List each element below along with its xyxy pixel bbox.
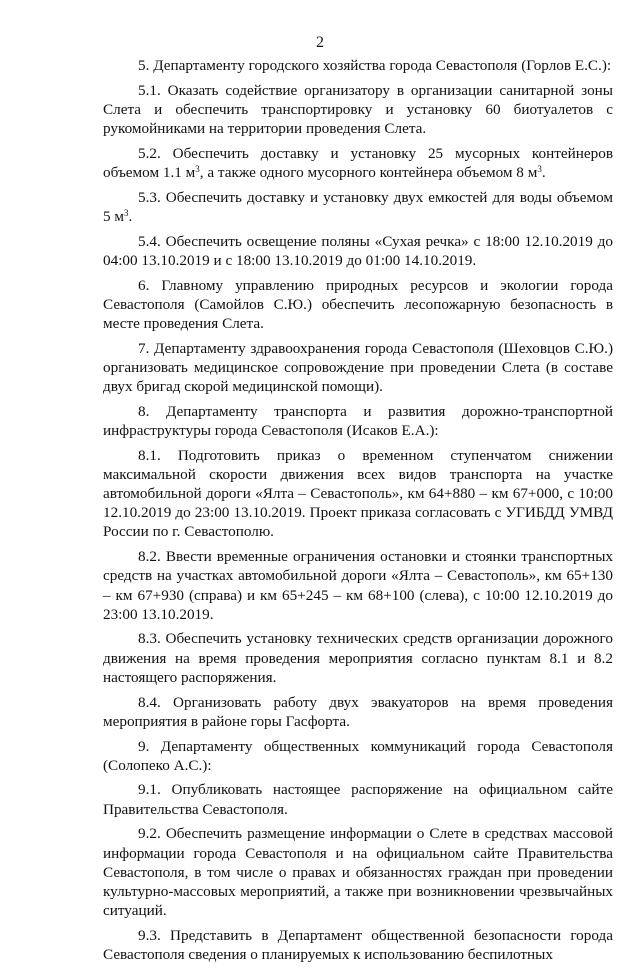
paragraph-8: 8. Департаменту транспорта и развития дорожно-транспортной инфраструктуры города Севастополя (Исаков Е.А.): [103,402,613,439]
paragraph-5-3-text-b: . [128,207,133,225]
paragraph-5-4: 5.4. Обеспечить освещение поляны «Сухая речка» с 18:00 12.10.2019 до 04:00 13.10.2019 и с 18:00 13.10.2019 до 01:00 14.10.2019. [103,232,613,269]
paragraph-5-2-text-b: , а также одного мусорного контейнера объемом 8 м [199,164,538,182]
paragraph-5-2 [103,144,613,182]
superscript-cubic: 3 [124,207,129,218]
paragraph-9-2: 9.2. Обеспечить размещение информации о Слете в средствах массовой информации города Севастополя и на официальном сайте Правительства Севастополя, в том числе о правах и обязанностях граждан при проведении культурно-массовых мероприятий, а также при возникновении чрезвычайных ситуаций. [103,825,613,920]
document-body [103,56,613,970]
superscript-cubic: 3 [195,164,200,175]
paragraph-8-2: 8.2. Ввести временные ограничения остановки и стоянки транспортных средств на участках автомобильной дороги «Ялта – Севастополь», км 65+130 – км 67+930 (справа) и км 65+245 – км 68+100 (слева), с 10:00 12.10.2019 до 23:00 13.10.2019. [103,548,613,623]
paragraph-6: 6. Главному управлению природных ресурсов и экологии города Севастополя (Самойлов С.Ю.) обеспечить лесопожарную безопасность в месте проведения Слета. [103,276,613,332]
paragraph-8-1: 8.1. Подготовить приказ о временном ступенчатом снижении максимальной скорости движения всех видов транспорта на участке автомобильной дороги «Ялта – Севастополь», км 64+880 – км 67+000, с 10:00 12.10.2019 до 23:00 13.10.2019. Проект приказа согласовать с УГИБДД УМВД России по г. Севастополю. [103,446,613,541]
paragraph-5: 5. Департаменту городского хозяйства города Севастополя (Горлов Е.С.): [138,57,612,74]
paragraph-7: 7. Департаменту здравоохранения города Севастополя (Шеховцов С.Ю.) организовать медицинское сопровождение при проведении Слета (в составе двух бригад скорой медицинской помощи). [103,339,613,396]
superscript-cubic: 3 [537,164,542,175]
paragraph-5-2-text-a: 5.2. Обеспечить доставку и установку 25 мусорных контейнеров объемом 1.1 м [103,144,613,182]
paragraph-8-3: 8.3. Обеспечить установку технических средств организации дорожного движения на время проведения мероприятия согласно пунктам 8.1 и 8.2 настоящего распоряжения. [103,630,613,686]
paragraph-5-1: 5.1. Оказать содействие организатору в организации санитарной зоны Слета и обеспечить транспортировку и установку 60 биотуалетов с рукомойниками на территории проведения Слета. [103,81,613,138]
paragraph-9: 9. Департаменту общественных коммуникаций города Севастополя (Солопеко А.С.): [103,737,613,774]
page-number: 2 [316,34,324,51]
paragraph-9-1: 9.1. Опубликовать настоящее распоряжение на официальном сайте Правительства Севастополя. [103,781,613,818]
paragraph-5-3 [103,188,613,226]
paragraph-8-4: 8.4. Организовать работу двух эвакуаторов на время проведения мероприятия в районе горы Гасфорта. [103,693,613,730]
paragraph-5-3-text-a: 5.3. Обеспечить доставку и установку двух емкостей для воды объемом 5 м [103,188,613,225]
paragraph-5-2-text-c: . [541,164,546,182]
paragraph-9-3: 9.3. Представить в Департамент общественной безопасности города Севастополя сведения о планируемых к использованию беспилотных [103,926,613,964]
